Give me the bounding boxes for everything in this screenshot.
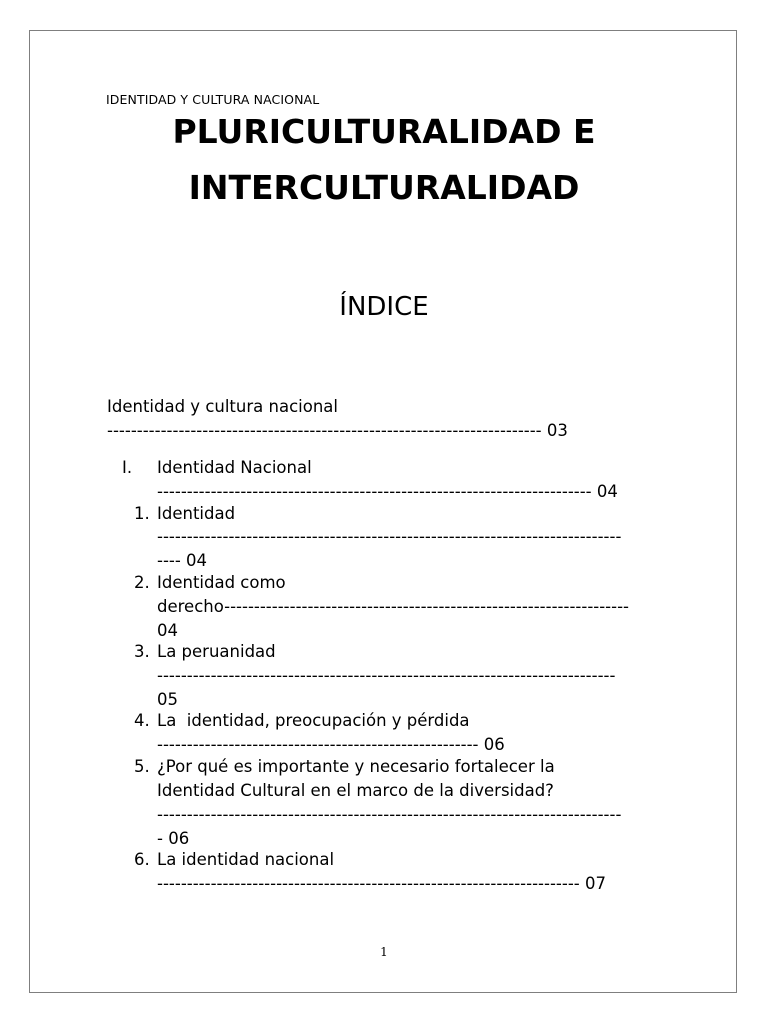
toc-item-line: Identidad Cultural en el marco de la diversidad?: [157, 781, 554, 800]
toc-item-marker: 1.: [134, 504, 150, 523]
page-number: 1: [380, 945, 388, 959]
toc-item-marker: 6.: [134, 850, 150, 869]
toc-item-line: ----------------------------------------------------------------------- 07: [157, 874, 606, 893]
toc-item-marker: 2.: [134, 573, 150, 592]
title-line-1: PLURICULTURALIDAD E: [172, 112, 596, 151]
index-heading: ÍNDICE: [339, 292, 429, 322]
toc-item-line: 05: [157, 690, 178, 709]
toc-main-leader: ------------------------------------------------------------------------- 03: [107, 421, 568, 440]
toc-section-leader: ------------------------------------------------------------------------- 04: [157, 482, 618, 501]
toc-item-line: La identidad nacional: [157, 850, 335, 869]
toc-item-line: ¿Por qué es importante y necesario fortalecer la: [157, 757, 555, 776]
toc-item-line: 04: [157, 621, 178, 640]
toc-item-line: La peruanidad: [157, 642, 276, 661]
toc-item-line: - 06: [157, 829, 190, 848]
toc-item-line: derecho--------------------------------------------------------------------: [157, 597, 629, 616]
toc-item-line: ---- 04: [157, 551, 208, 570]
toc-item-line: Identidad como: [157, 573, 286, 592]
toc-item-line: ------------------------------------------------------ 06: [157, 735, 505, 754]
document-title: [0, 104, 768, 216]
toc-item-marker: 3.: [134, 642, 150, 661]
toc-item-line: Identidad: [157, 504, 236, 523]
toc-item-line: -----------------------------------------------------------------------------: [157, 666, 616, 685]
toc-section-label: Identidad Nacional: [157, 458, 312, 477]
toc-item-marker: 5.: [134, 757, 150, 776]
running-header: IDENTIDAD Y CULTURA NACIONAL: [106, 92, 320, 107]
toc-main-label: Identidad y cultura nacional: [107, 397, 338, 416]
title-line-2: INTERCULTURALIDAD: [188, 168, 580, 207]
toc-item-line: La identidad, preocupación y pérdida: [157, 711, 470, 730]
toc-section-marker: I.: [122, 458, 133, 477]
toc-item-marker: 4.: [134, 711, 150, 730]
toc-item-line: ------------------------------------------------------------------------------: [157, 805, 622, 824]
toc-item-line: ------------------------------------------------------------------------------: [157, 527, 622, 546]
